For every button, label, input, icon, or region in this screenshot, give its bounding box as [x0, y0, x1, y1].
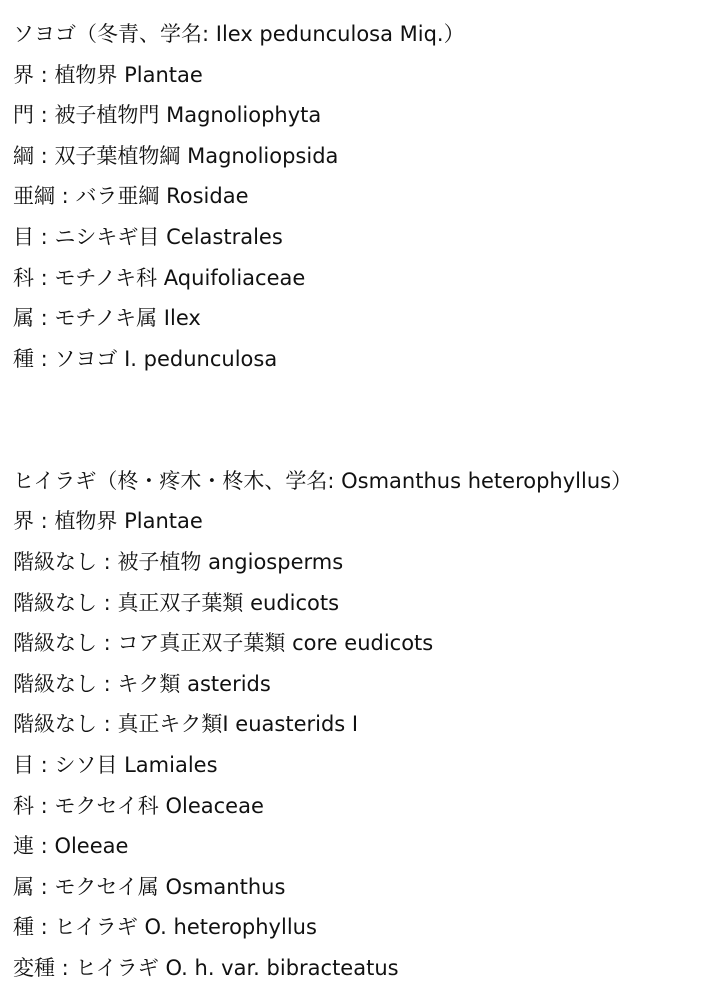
rank-label: 門: [13, 103, 34, 128]
taxon-name: コア真正双子葉類 core eudicots: [117, 631, 434, 656]
taxonomy-row: [13, 542, 713, 583]
taxonomy-row: [13, 501, 713, 542]
document-body: [13, 14, 713, 989]
separator: :: [34, 874, 55, 899]
separator: :: [34, 62, 55, 87]
separator: :: [55, 184, 76, 209]
separator: :: [34, 509, 55, 534]
taxonomy-row: [13, 623, 713, 664]
separator: :: [34, 346, 55, 371]
rank-label: 種: [13, 346, 34, 371]
taxon-name: モチノキ科 Aquifoliaceae: [54, 265, 306, 290]
taxonomy-row: [13, 745, 713, 786]
taxonomy-row: [13, 176, 713, 217]
section-heading-soyogo: ソヨゴ（冬青、学名: Ilex pedunculosa Miq.）: [13, 22, 465, 46]
taxon-name: 真正キク類I euasterids I: [117, 712, 359, 737]
taxon-name: 被子植物 angiosperms: [117, 550, 344, 575]
separator: :: [34, 915, 55, 940]
rank-label: 界: [13, 62, 34, 87]
section-spacer: [13, 379, 713, 461]
rank-label: 亜綱: [13, 184, 55, 209]
separator: :: [97, 671, 118, 696]
separator: :: [97, 590, 118, 615]
rank-label: 属: [13, 874, 34, 899]
taxon-name: ニシキギ目 Celastrales: [54, 224, 283, 249]
taxon-name: シソ目 Lamiales: [54, 753, 218, 777]
rank-label: 目: [13, 753, 34, 777]
taxonomy-row: [13, 136, 713, 177]
taxon-name: 双子葉植物綱 Magnoliopsida: [54, 143, 339, 168]
separator: :: [97, 712, 118, 737]
taxonomy-row: [13, 948, 713, 989]
taxonomy-row: [13, 704, 713, 745]
taxonomy-row: [13, 217, 713, 258]
separator: :: [55, 955, 76, 980]
separator: :: [34, 143, 55, 168]
section-heading-hiiragi: ヒイラギ（柊・疼木・柊木、学名: Osmanthus heterophyllus）: [13, 468, 633, 493]
separator: :: [34, 103, 55, 128]
rank-label: 目: [13, 224, 34, 249]
separator: :: [34, 306, 55, 331]
rank-label: 階級なし: [13, 671, 97, 696]
rank-label: 階級なし: [13, 550, 97, 575]
taxonomy-row: [13, 907, 713, 948]
rank-label: 階級なし: [13, 590, 97, 615]
separator: :: [34, 793, 55, 818]
taxon-name: キク類 asterids: [117, 671, 271, 696]
separator: :: [34, 834, 55, 859]
rank-label: 綱: [13, 143, 34, 168]
separator: :: [97, 550, 118, 575]
rank-label: 連: [13, 834, 34, 859]
taxonomy-row: [13, 826, 713, 867]
rank-label: 変種: [13, 955, 55, 980]
rank-label: 種: [13, 915, 34, 940]
rank-label: 階級なし: [13, 631, 97, 656]
separator: :: [34, 753, 55, 777]
taxon-name: Oleeae: [54, 834, 129, 859]
taxon-name: ソヨゴ I. pedunculosa: [54, 346, 278, 371]
taxonomy-row: [13, 258, 713, 299]
taxon-name: 植物界 Plantae: [54, 509, 203, 534]
taxonomy-row: [13, 55, 713, 96]
taxonomy-row: [13, 786, 713, 827]
taxon-name: ヒイラギ O. heterophyllus: [54, 915, 317, 940]
taxonomy-row: [13, 664, 713, 705]
taxon-name: バラ亜綱 Rosidae: [75, 184, 249, 209]
separator: :: [34, 224, 55, 249]
rank-label: 科: [13, 793, 34, 818]
taxon-name: ヒイラギ O. h. var. bibracteatus: [75, 955, 399, 980]
rank-label: 階級なし: [13, 712, 97, 737]
separator: :: [34, 265, 55, 290]
rank-label: 科: [13, 265, 34, 290]
taxonomy-row: [13, 339, 713, 380]
rank-label: 界: [13, 509, 34, 534]
separator: :: [97, 631, 118, 656]
taxon-name: 被子植物門 Magnoliophyta: [54, 103, 322, 128]
taxonomy-row: [13, 867, 713, 908]
taxon-name: モチノキ属 Ilex: [54, 306, 201, 331]
taxonomy-row: [13, 298, 713, 339]
taxon-name: 真正双子葉類 eudicots: [117, 590, 340, 615]
taxonomy-row: [13, 583, 713, 624]
taxon-name: 植物界 Plantae: [54, 62, 203, 87]
taxon-name: モクセイ属 Osmanthus: [54, 874, 286, 899]
taxon-name: モクセイ科 Oleaceae: [54, 793, 264, 818]
rank-label: 属: [13, 306, 34, 331]
taxonomy-row: [13, 95, 713, 136]
